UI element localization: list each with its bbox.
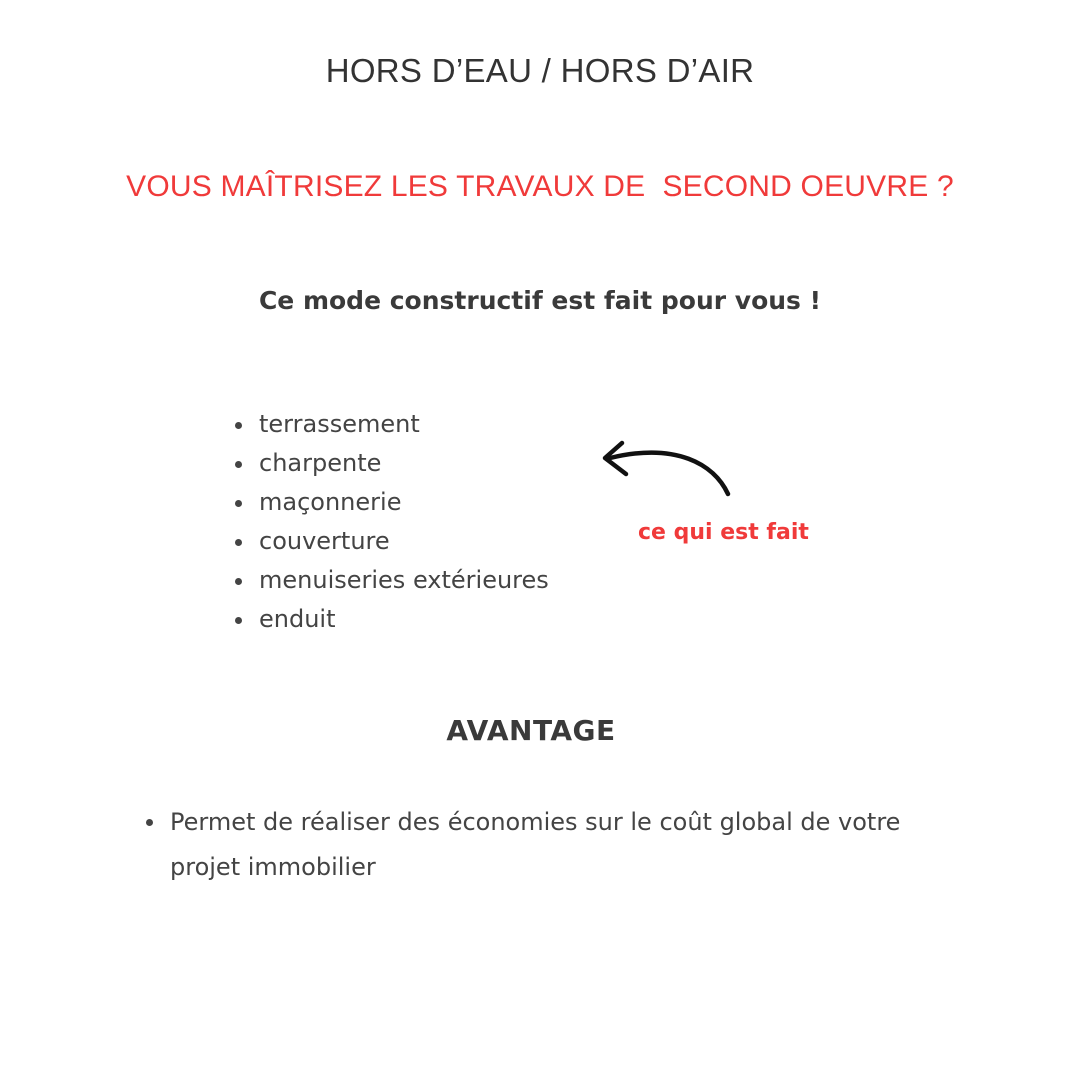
subtitle: VOUS MAÎTRISEZ LES TRAVAUX DE SECOND OEUVRE ? <box>126 170 954 203</box>
list-item: Permet de réaliser des économies sur le coût global de votre projet immobilier <box>132 800 952 890</box>
list-item: charpente <box>222 444 549 483</box>
list-item: couverture <box>222 522 549 561</box>
works-list <box>222 405 549 639</box>
list-item: terrassement <box>222 405 549 444</box>
section-heading: AVANTAGE <box>446 714 616 747</box>
tagline: Ce mode constructif est fait pour vous ! <box>258 286 822 315</box>
list-item: menuiseries extérieures <box>222 561 549 600</box>
done-label: ce qui est fait <box>638 520 809 545</box>
advantage-list <box>132 800 952 890</box>
page-title: HORS D’EAU / HORS D’AIR <box>325 52 755 89</box>
curved-arrow-left-icon <box>596 436 736 502</box>
list-item: maçonnerie <box>222 483 549 522</box>
list-item: enduit <box>222 600 549 639</box>
